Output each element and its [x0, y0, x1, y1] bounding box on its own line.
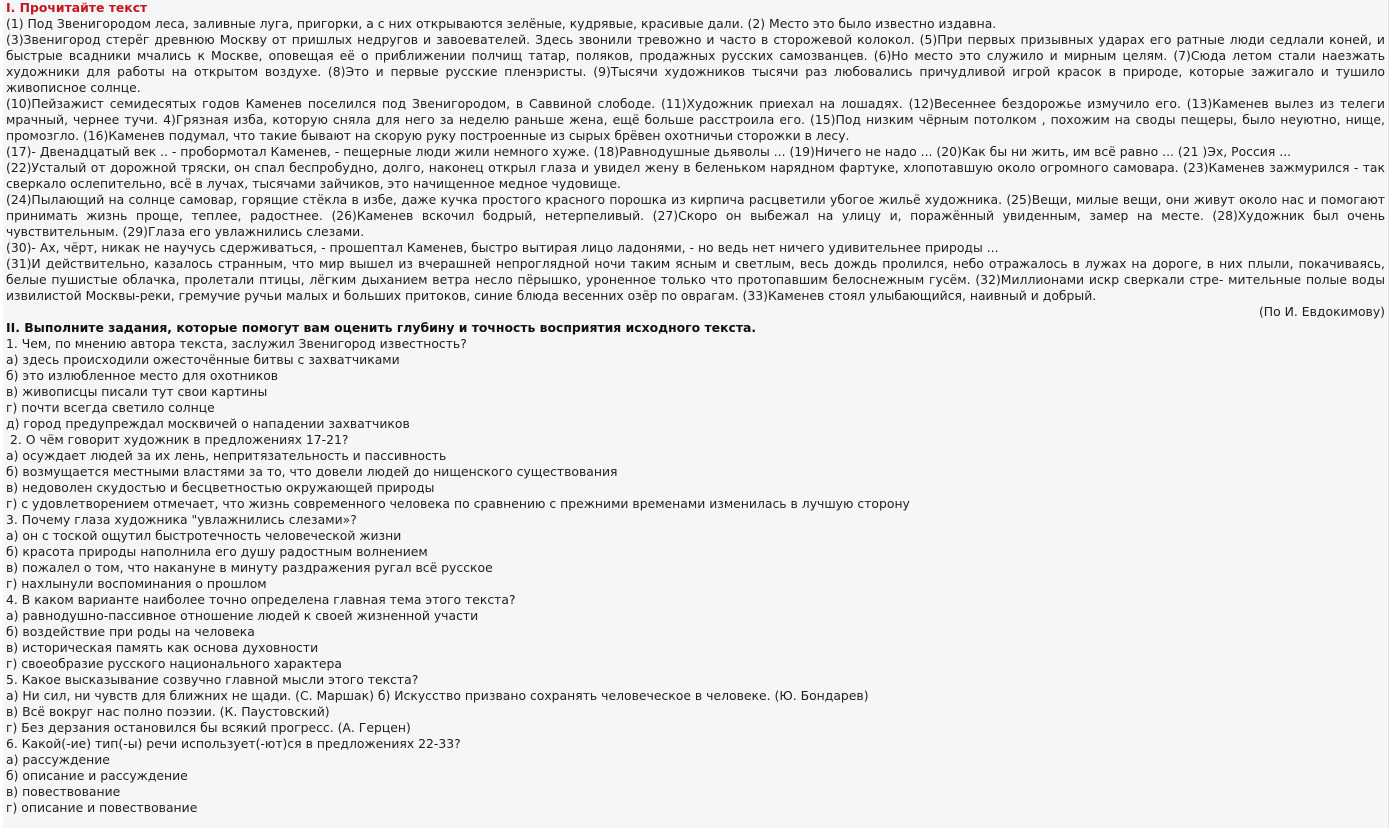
section2-heading: II. Выполните задания, которые помогут вам оценить глубину и точность восприятия исходного текста.: [6, 320, 757, 335]
answer-option: б) воздействие при роды на человека: [6, 624, 255, 639]
task-list: [6, 336, 1385, 816]
answer-option: г) нахлынули воспоминания о прошлом: [6, 576, 267, 591]
paragraph-4: (17)- Двенадцатый век .. - пробормотал Каменев, - пещерные люди жили немного хуже. (18)Равнодушные дьяволы ... (19)Ничего не надо ... (20)Как бы ни жить, им всё равно ... (21 )Эх, Россия ...: [6, 144, 1292, 159]
paragraph-2: (3)Звенигород стерёг древнюю Москву от пришлых недругов и завоевателей. Здесь звонили тревожно и часто в сторожевой колокол. (5)При первых призывных ударах его ратные люди седлали коней, и быстрые всадники мчались к Москве, оповещая её о приближении полчищ татар, поляков, продажных русских самозванцев. (6)Но место это служило и мирным целям. (7)Сюда летом стали наезжать художники для работы на открытом воздухе. (8)Это и первые русские пленэристы. (9)Тысячи художников тысячи раз любовались причудливой игрой красок в природе, которые зажигало и тушило живописное солнце.: [6, 32, 1385, 95]
answer-option: а) здесь происходили ожесточённые битвы с захватчиками: [6, 352, 400, 367]
paragraph-8: (31)И действительно, казалось странным, что мир вышел из вчерашней непроглядной ночи таким ясным и светлым, весь дождь пролился, небо отражалось в лужах на дороге, в них плыли, покачиваясь, белые пушистые облачка, пролетали птицы, лёгким дыханием ветра несло пёрышко, уроненное только что протопавшим белоснежным гусём. (32)Миллионами искр сверкали стре- мительные полые воды извилистой Москвы-реки, гремучие ручьи малых и больших притоков, синие блюда весенних озёр по оврагам. (33)Каменев стоял улыбающийся, наивный и добрый.: [6, 256, 1385, 303]
paragraph-1: (1) Под Звенигородом леса, заливные луга, пригорки, а с них открываются зелёные, кудрявые, красивые дали. (2) Место это было известно издавна.: [6, 16, 997, 31]
answer-option: в) повествование: [6, 784, 121, 799]
question-4: 4. В каком варианте наиболее точно определена главная тема этого текста?: [6, 592, 516, 607]
answer-option: а) он с тоской ощутил быстротечность человеческой жизни: [6, 528, 402, 543]
answer-option: б) это излюбленное место для охотников: [6, 368, 279, 383]
paragraph-5: (22)Усталый от дорожной тряски, он спал беспробудно, долго, наконец открыл глаза и увидел жену в беленьком нарядном фартуке, хлопотавшую около огромного самовара. (23)Каменев зажмурился - так сверкало ослепительно, всё в лучах, тысячами зайчиков, это начищенное медное чудовище.: [6, 160, 1385, 191]
answer-option: а) рассуждение: [6, 752, 110, 767]
answer-option: в) пожалел о том, что накануне в минуту раздражения ругал всё русское: [6, 560, 493, 575]
answer-option: б) возмущается местными властями за то, что довели людей до нищенского существования: [6, 464, 618, 479]
answer-option: г) с удовлетворением отмечает, что жизнь современного человека по сравнению с прежними временами изменилась в лучшую сторону: [6, 496, 910, 511]
document-page: [3, 0, 1389, 828]
answer-option: г) описание и повествование: [6, 800, 198, 815]
question-5: 5. Какое высказывание созвучно главной мысли этого текста?: [6, 672, 419, 687]
answer-option: а) Ни сил, ни чувств для ближних не щади. (С. Маршак) б) Искусство призвано сохранять человеческое в человеке. (Ю. Бондарев): [6, 688, 869, 703]
answer-option: г) Без дерзания остановился бы всякий прогресс. (А. Герцен): [6, 720, 411, 735]
answer-option: б) описание и рассуждение: [6, 768, 188, 783]
answer-option: б) красота природы наполнила его душу радостным волнением: [6, 544, 428, 559]
paragraph-6: (24)Пылающий на солнце самовар, горящие стёкла в избе, даже кучка простого красного порошка из кирпича расцветили убогое жильё художника. (25)Вещи, милые вещи, они живут около нас и помогают принимать жизнь проще, теплее, радостнее. (26)Каменев вскочил бодрый, нетерпеливый. (27)Скоро он выбежал на улицу и, поражённый увиденным, замер на месте. (28)Художник был очень чувствительным. (29)Глаза его увлажнились слезами.: [6, 192, 1385, 239]
answer-option: г) почти всегда светило солнце: [6, 400, 215, 415]
answer-option: г) своеобразие русского национального характера: [6, 656, 342, 671]
answer-option: д) город предупреждал москвичей о нападении захватчиков: [6, 416, 410, 431]
question-3: 3. Почему глаза художника "увлажнились слезами»?: [6, 512, 357, 527]
answer-option: в) недоволен скудостью и бесцветностью окружающей природы: [6, 480, 435, 495]
answer-option: в) живописцы писали тут свои картины: [6, 384, 268, 399]
answer-option: в) историческая память как основа духовности: [6, 640, 319, 655]
question-6: 6. Какой(-ие) тип(-ы) речи использует(-ют)ся в предложениях 22-33?: [6, 736, 461, 751]
paragraph-7: (30)- Ах, чёрт, никак не научусь сдерживаться, - прошептал Каменев, быстро вытирая лицо ладонями, - но ведь нет ничего удивительнее природы ...: [6, 240, 999, 255]
answer-option: а) равнодушно-пассивное отношение людей к своей жизненной участи: [6, 608, 479, 623]
source-attribution: (По И. Евдокимову): [1258, 304, 1385, 319]
paragraph-3: (10)Пейзажист семидесятых годов Каменев поселился под Звенигородом, в Саввиной слободе. (11)Художник приехал на лошадях. (12)Весеннее бездорожье измучило его. (13)Каменев вылез из телеги мрачный, чернее тучи. 4)Грязная изба, которую сняла для него за неделю раньше жена, ещё больше расстроила его. (15)Под низким чёрным потолком , похожим на своды пещеры, было неуютно, нище, промозгло. (16)Каменев подумал, что такие бывают на скорую руку построенные из сырых брёвен охотничьи сторожки в лесу.: [6, 96, 1385, 143]
question-1: 1. Чем, по мнению автора текста, заслужил Звенигород известность?: [6, 336, 467, 351]
question-2: 2. О чём говорит художник в предложениях 17-21?: [10, 432, 349, 447]
answer-option: в) Всё вокруг нас полно поэзии. (К. Паустовский): [6, 704, 330, 719]
answer-option: а) осуждает людей за их лень, непритязательность и пассивность: [6, 448, 447, 463]
section1-heading: I. Прочитайте текст: [6, 0, 148, 15]
